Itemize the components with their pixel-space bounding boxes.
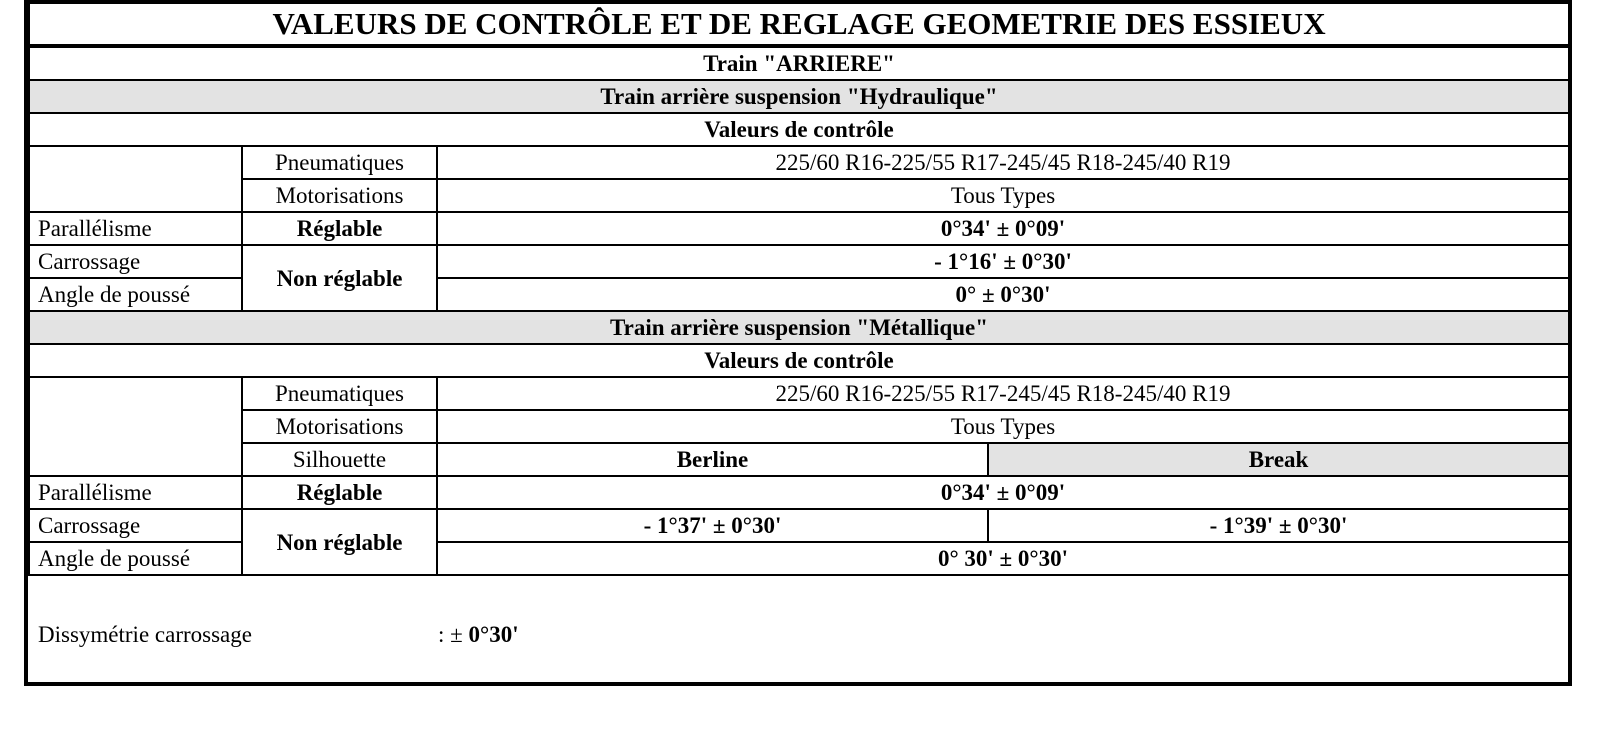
label-pneumatiques: Pneumatiques	[242, 377, 437, 410]
value-carrossage-break: - 1°39' ± 0°30'	[988, 509, 1569, 542]
silhouette-break: Break	[988, 443, 1569, 476]
alignment-table	[28, 2, 1570, 576]
value-carrossage-berline: - 1°37' ± 0°30'	[437, 509, 988, 542]
label-angle-pousse: Angle de poussé	[29, 542, 242, 575]
label-motorisations: Motorisations	[242, 410, 437, 443]
value-angle-pousse: 0° ± 0°30'	[437, 278, 1569, 311]
label-angle-pousse: Angle de poussé	[29, 278, 242, 311]
value-parallelisme: 0°34' ± 0°09'	[437, 212, 1569, 245]
label-parallelisme: Parallélisme	[29, 476, 242, 509]
empty-cell	[29, 146, 242, 212]
value-angle-pousse: 0° 30' ± 0°30'	[437, 542, 1569, 575]
value-motorisations: Tous Types	[437, 179, 1569, 212]
document-title: VALEURS DE CONTRÔLE ET DE REGLAGE GEOMETRIE DES ESSIEUX	[29, 3, 1569, 46]
value-pneumatiques: 225/60 R16-225/55 R17-245/45 R18-245/40 R19	[437, 377, 1569, 410]
value-motorisations: Tous Types	[437, 410, 1569, 443]
silhouette-berline: Berline	[437, 443, 988, 476]
label-carrossage: Carrossage	[29, 509, 242, 542]
label-carrossage: Carrossage	[29, 245, 242, 278]
subheader-valeurs-hydraulique: Valeurs de contrôle	[29, 113, 1569, 146]
reglage-parallelisme: Réglable	[242, 476, 437, 509]
reglage-non-reglable: Non réglable	[242, 245, 437, 311]
subheader-valeurs-metallique: Valeurs de contrôle	[29, 344, 1569, 377]
label-dissymetrie: Dissymétrie carrossage	[38, 622, 252, 647]
section-title-metallique: Train arrière suspension "Métallique"	[29, 311, 1569, 344]
label-silhouette: Silhouette	[242, 443, 437, 476]
value-parallelisme: 0°34' ± 0°09'	[437, 476, 1569, 509]
empty-cell	[29, 377, 242, 476]
section-title-hydraulique: Train arrière suspension "Hydraulique"	[29, 80, 1569, 113]
dissymetrie-value: 0°30'	[468, 622, 519, 647]
reglage-non-reglable: Non réglable	[242, 509, 437, 575]
reglage-parallelisme: Réglable	[242, 212, 437, 245]
dissymetrie-prefix: : ±	[438, 622, 469, 647]
label-motorisations: Motorisations	[242, 179, 437, 212]
value-dissymetrie	[438, 622, 519, 648]
value-pneumatiques: 225/60 R16-225/55 R17-245/45 R18-245/40 R19	[437, 146, 1569, 179]
label-pneumatiques: Pneumatiques	[242, 146, 437, 179]
label-parallelisme: Parallélisme	[29, 212, 242, 245]
dissymetrie-footer	[28, 606, 1568, 682]
train-heading: Train "ARRIERE"	[29, 46, 1569, 80]
value-carrossage: - 1°16' ± 0°30'	[437, 245, 1569, 278]
